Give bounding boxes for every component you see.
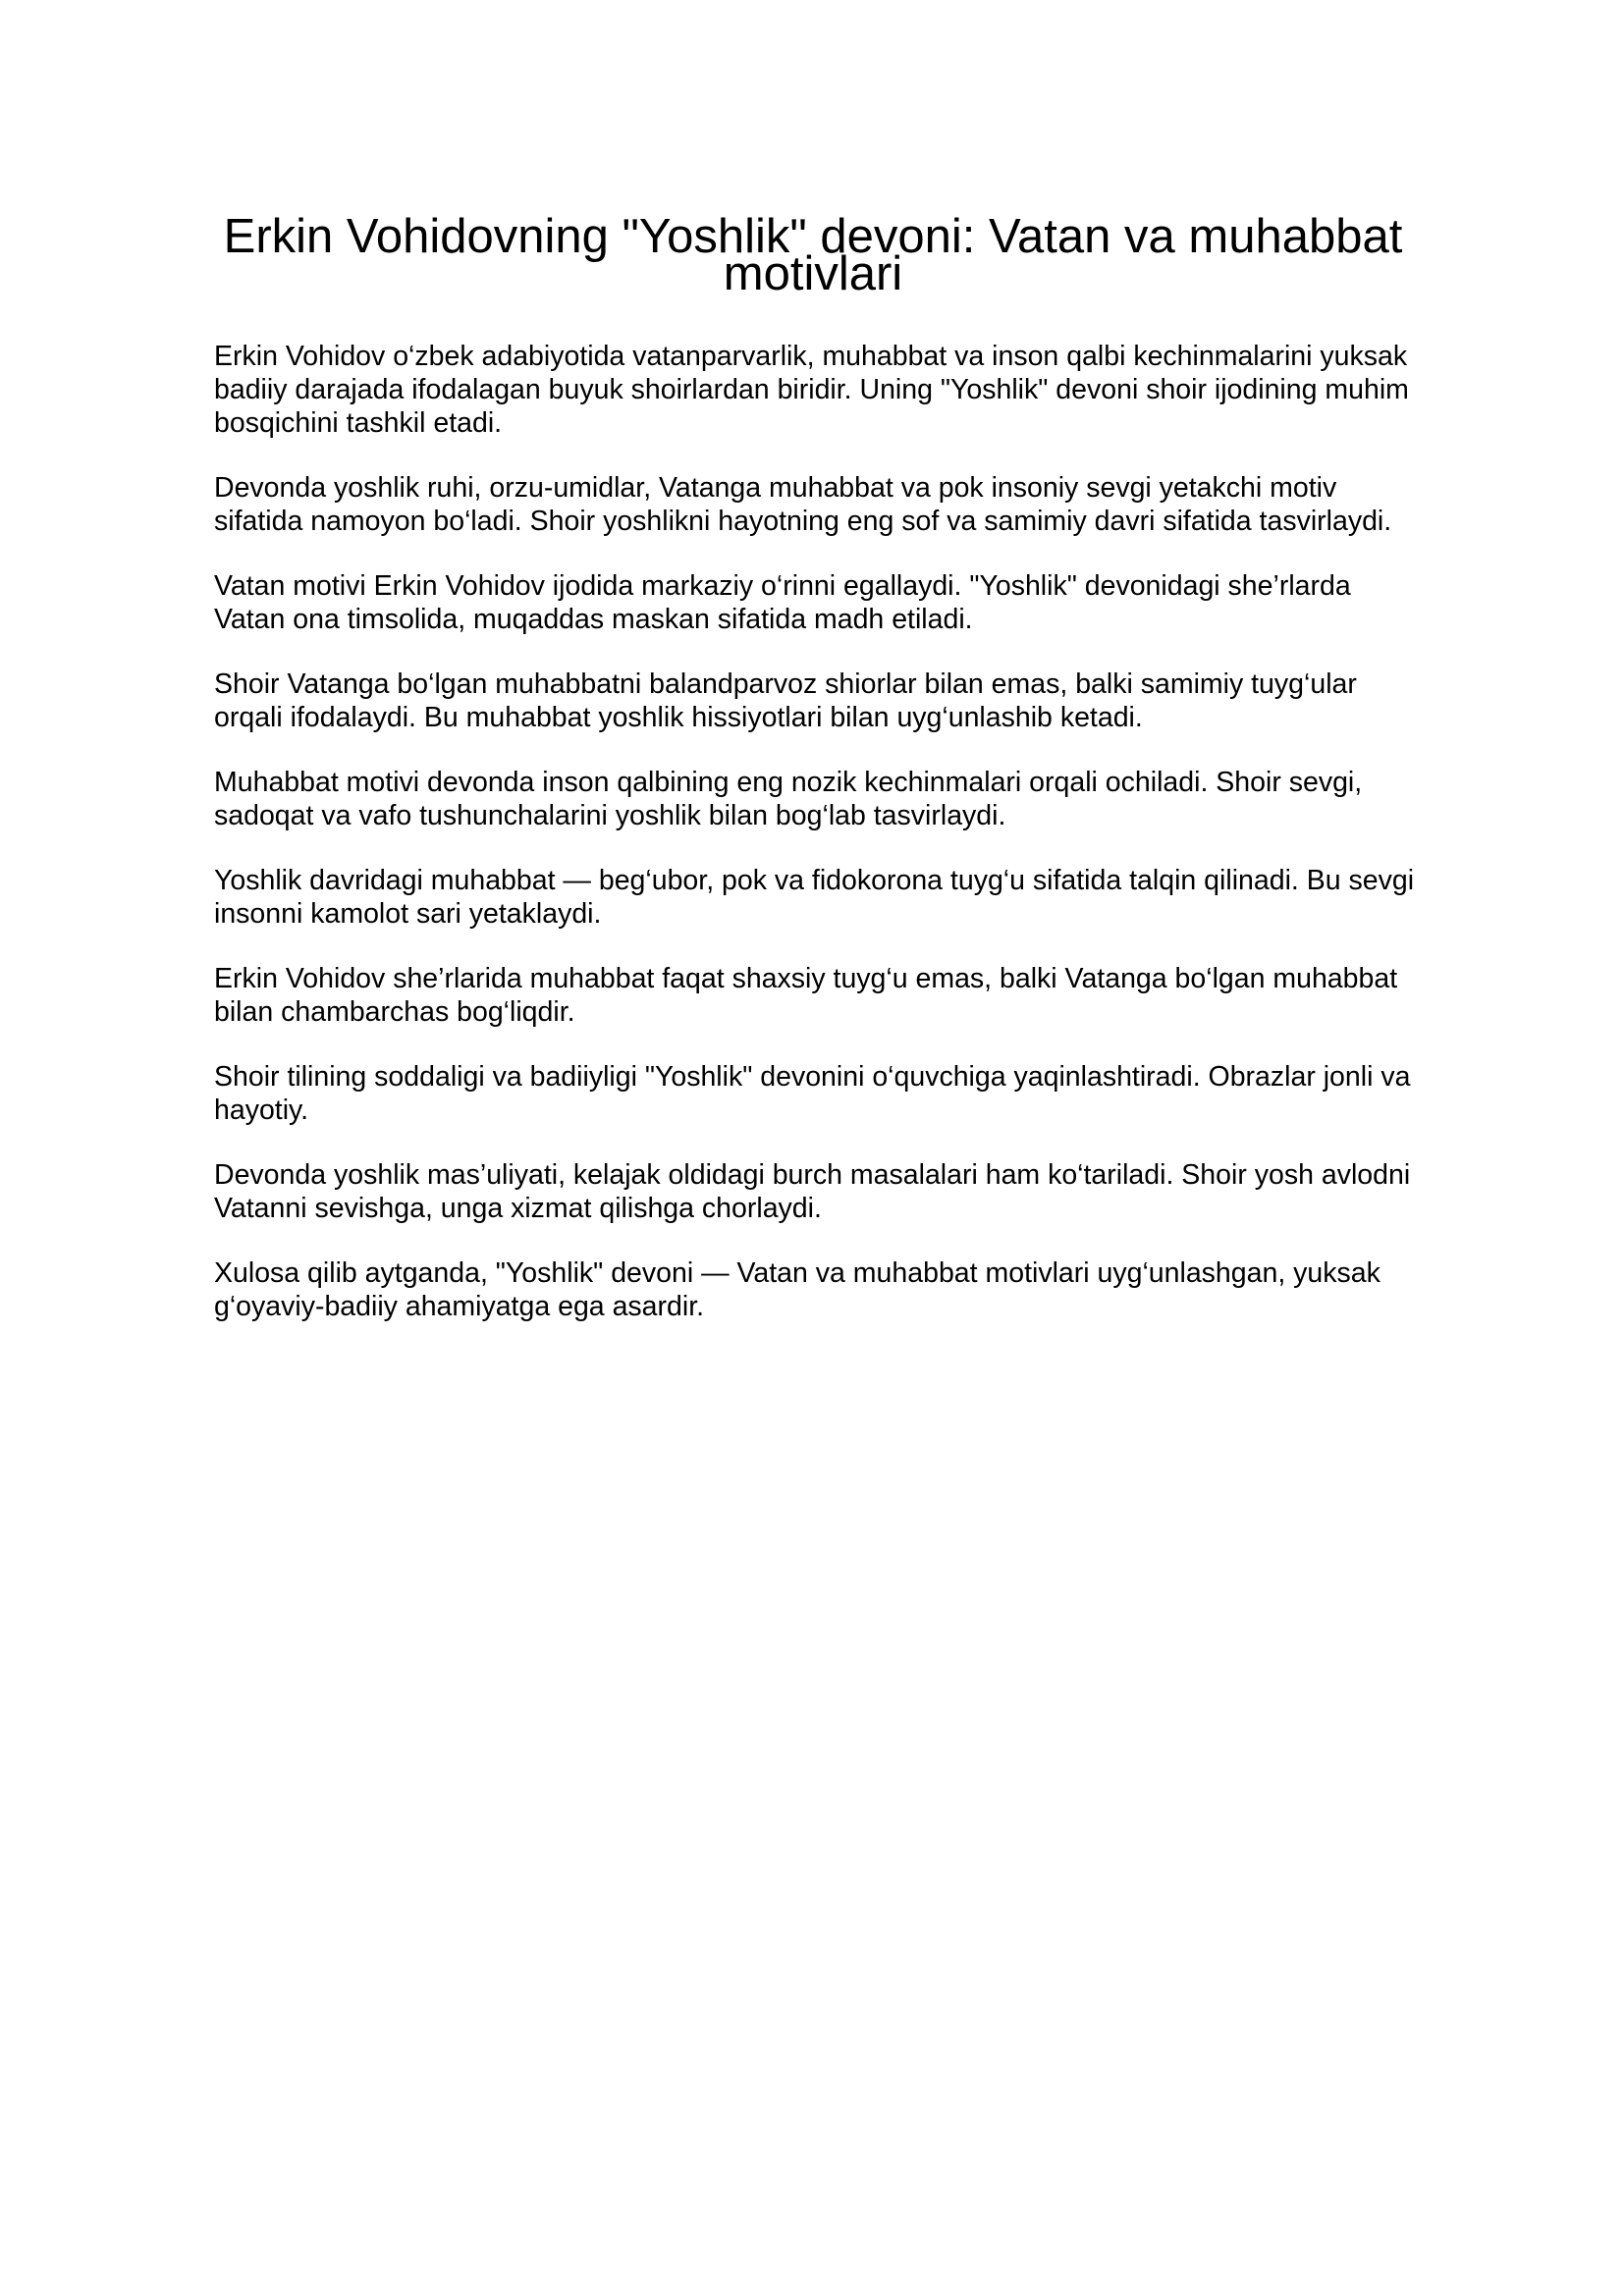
paragraph-6: Yoshlik davridagi muhabbat — beg‘ubor, pok va fidokorona tuyg‘u sifatida talqin qilinadi. Bu sevgi insonni kamolot sari yetaklaydi.	[214, 865, 1415, 930]
paragraph-2: Devonda yoshlik ruhi, orzu-umidlar, Vatanga muhabbat va pok insoniy sevgi yetakchi motiv sifatida namoyon bo‘ladi. Shoir yoshlikni hayotning eng sof va samimiy davri sifatida tasvirlaydi.	[214, 472, 1392, 537]
paragraph-8: Shoir tilining soddaligi va badiiyligi "Yoshlik" devonini o‘quvchiga yaqinlashtiradi. Obrazlar jonli va hayotiy.	[214, 1061, 1411, 1126]
paragraph-5: Muhabbat motivi devonda inson qalbining eng nozik kechinmalari orqali ochiladi. Shoir sevgi, sadoqat va vafo tushunchalarini yoshlik bilan bog‘lab tasvirlaydi.	[214, 767, 1363, 831]
document-body	[214, 340, 1422, 1355]
paragraph-3: Vatan motivi Erkin Vohidov ijodida markaziy o‘rinni egallaydi. "Yoshlik" devonidagi she’rlarda Vatan ona timsolida, muqaddas maskan sifatida madh etiladi.	[214, 570, 1351, 635]
paragraph-7: Erkin Vohidov she’rlarida muhabbat faqat shaxsiy tuyg‘u emas, balki Vatanga bo‘lgan muhabbat bilan chambarchas bog‘liqdir.	[214, 963, 1398, 1028]
paragraph-9: Devonda yoshlik mas’uliyati, kelajak oldidagi burch masalalari ham ko‘tariladi. Shoir yosh avlodni Vatanni sevishga, unga xizmat qilishga chorlaydi.	[214, 1159, 1411, 1224]
paragraph-1: Erkin Vohidov o‘zbek adabiyotida vatanparvarlik, muhabbat va inson qalbi kechinmalarini yuksak badiiy darajada ifodalagan buyuk shoirlardan biridir. Uning "Yoshlik" devoni shoir ijodining muhim bosqichini tashkil etadi.	[214, 341, 1409, 439]
paragraph-4: Shoir Vatanga bo‘lgan muhabbatni balandparvoz shiorlar bilan emas, balki samimiy tuyg‘ular orqali ifodalaydi. Bu muhabbat yoshlik hissiyotlari bilan uyg‘unlashib ketadi.	[214, 668, 1357, 733]
document-title: Erkin Vohidovning "Yoshlik" devoni: Vatan va muhabbat motivlari	[223, 210, 1403, 300]
paragraph-10: Xulosa qilib aytganda, "Yoshlik" devoni — Vatan va muhabbat motivlari uyg‘unlashgan, yuksak g‘oyaviy-badiiy ahamiyatga ega asardir.	[214, 1257, 1380, 1322]
